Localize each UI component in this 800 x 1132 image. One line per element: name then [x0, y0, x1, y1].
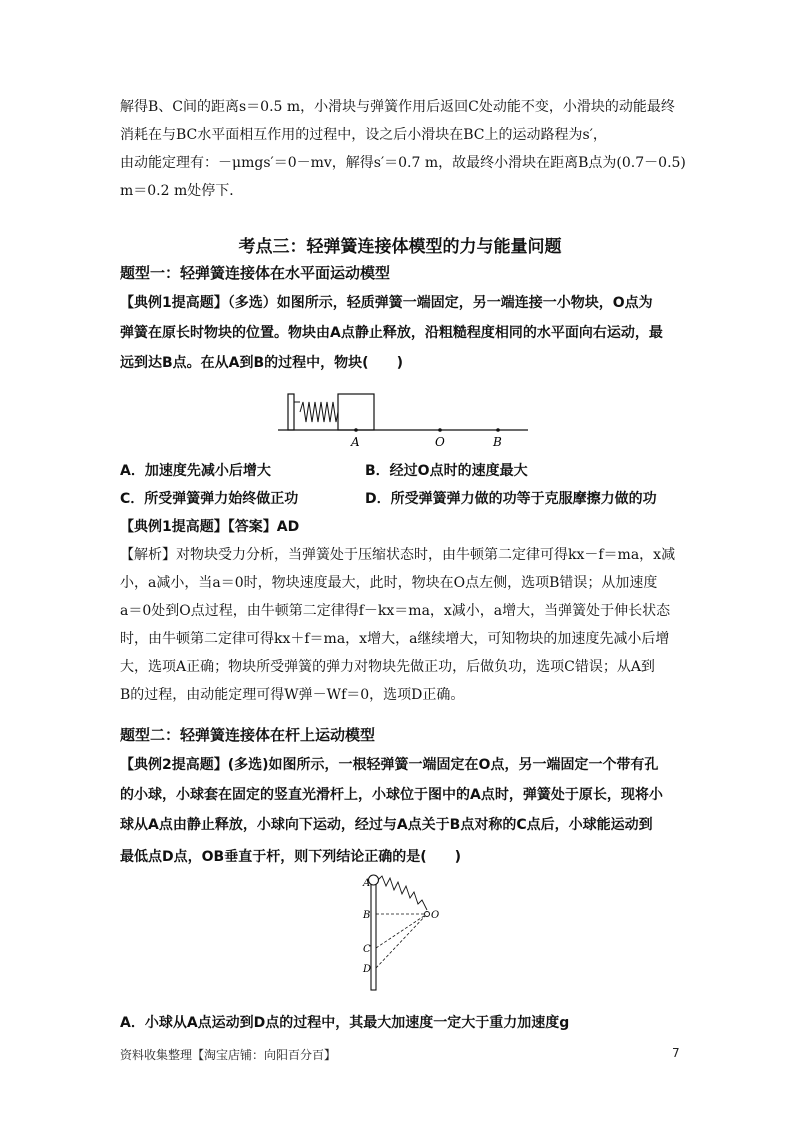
point-a-label: A: [363, 878, 371, 889]
solution-line-3: 由动能定理有：－μmgs′＝0－mv，解得s′＝0.7 m，故最终小滑块在距离B点为(0.7－0.5): [120, 155, 686, 171]
rod-spring-diagram: [355, 872, 455, 992]
solution-line-1: 解得B、C间的距离s＝0.5 m，小滑块与弹簧作用后返回C处动能不变，小滑块的动能最终: [120, 99, 675, 115]
point-b-label: B: [493, 435, 502, 449]
type1-explain-line-3: a＝0处到O点过程，由牛顿第二定律得f－kx＝ma，x减小，a增大，当弹簧处于伸长状态: [120, 603, 671, 619]
section-title: 考点三：轻弹簧连接体模型的力与能量问题: [238, 237, 562, 257]
point-d-label: D: [363, 964, 372, 975]
type1-option-d: D．所受弹簧弹力做的功等于克服摩擦力做的功: [365, 491, 657, 507]
type2-question-line-2: 的小球，小球套在固定的竖直光滑杆上，小球位于图中的A点时，弹簧处于原长，现将小: [120, 787, 663, 803]
type1-explain-line-6: B的过程，由动能定理可得W弹－Wf＝0，选项D正确。: [120, 687, 465, 703]
footer-source: 资料收集整理【淘宝店铺：向阳百分百】: [120, 1048, 337, 1062]
type2-question-line-1: 【典例2提高题】(多选)如图所示，一根轻弹簧一端固定在O点，另一端固定一个带有孔: [120, 757, 659, 773]
type2-option-a: A．小球从A点运动到D点的过程中，其最大加速度一定大于重力加速度g: [120, 1015, 570, 1031]
point-o-label: O: [431, 910, 440, 921]
spring-block-diagram: [270, 388, 540, 450]
point-o-label: O: [435, 435, 445, 449]
page-number: 7: [672, 1046, 680, 1060]
type1-heading: 题型一：轻弹簧连接体在水平面运动模型: [120, 264, 391, 282]
point-a-label: A: [351, 435, 360, 449]
type2-question-line-3: 球从A点由静止释放，小球向下运动，经过与A点关于B点对称的C点后，小球能运动到: [120, 817, 653, 833]
type1-question-line-3: 远到达B点。在从A到B的过程中，物块( ): [120, 355, 403, 371]
type1-option-b: B．经过O点时的速度最大: [365, 463, 528, 479]
type2-question-line-4: 最低点D点，OB垂直于杆，则下列结论正确的是( ): [120, 849, 461, 865]
solution-line-4: m＝0.2 m处停下．: [120, 183, 244, 199]
type1-explain-line-1: 【解析】对物块受力分析，当弹簧处于压缩状态时，由牛顿第二定律可得kx－f＝ma，x减: [120, 547, 676, 563]
type1-answer: 【典例1提高题】【答案】AD: [120, 519, 300, 535]
type1-question-line-2: 弹簧在原长时物块的位置。物块由A点静止释放，沿粗糙程度相同的水平面向右运动，最: [120, 325, 663, 341]
type1-question-line-1: 【典例1提高题】（多选）如图所示，轻质弹簧一端固定，另一端连接一小物块，O点为: [120, 295, 653, 311]
type1-option-c: C．所受弹簧弹力始终做正功: [120, 491, 299, 507]
type1-explain-line-5: 大，选项A正确；物块所受弹簧的弹力对物块先做正功，后做负功，选项C错误；从A到: [120, 659, 655, 675]
type1-option-a: A．加速度先减小后增大: [120, 463, 271, 479]
solution-line-2: 消耗在与BC水平面相互作用的过程中，设之后小滑块在BC上的运动路程为s′，: [120, 127, 607, 143]
type2-heading: 题型二：轻弹簧连接体在杆上运动模型: [120, 726, 376, 744]
point-c-label: C: [363, 944, 371, 955]
type1-explain-line-4: 时，由牛顿第二定律可得kx＋f＝ma，x增大，a继续增大，可知物块的加速度先减小后增: [120, 631, 670, 647]
point-b-label: B: [363, 910, 371, 921]
type1-explain-line-2: 小，a减小，当a＝0时，物块速度最大，此时，物块在O点左侧，选项B错误；从加速度: [120, 575, 658, 591]
